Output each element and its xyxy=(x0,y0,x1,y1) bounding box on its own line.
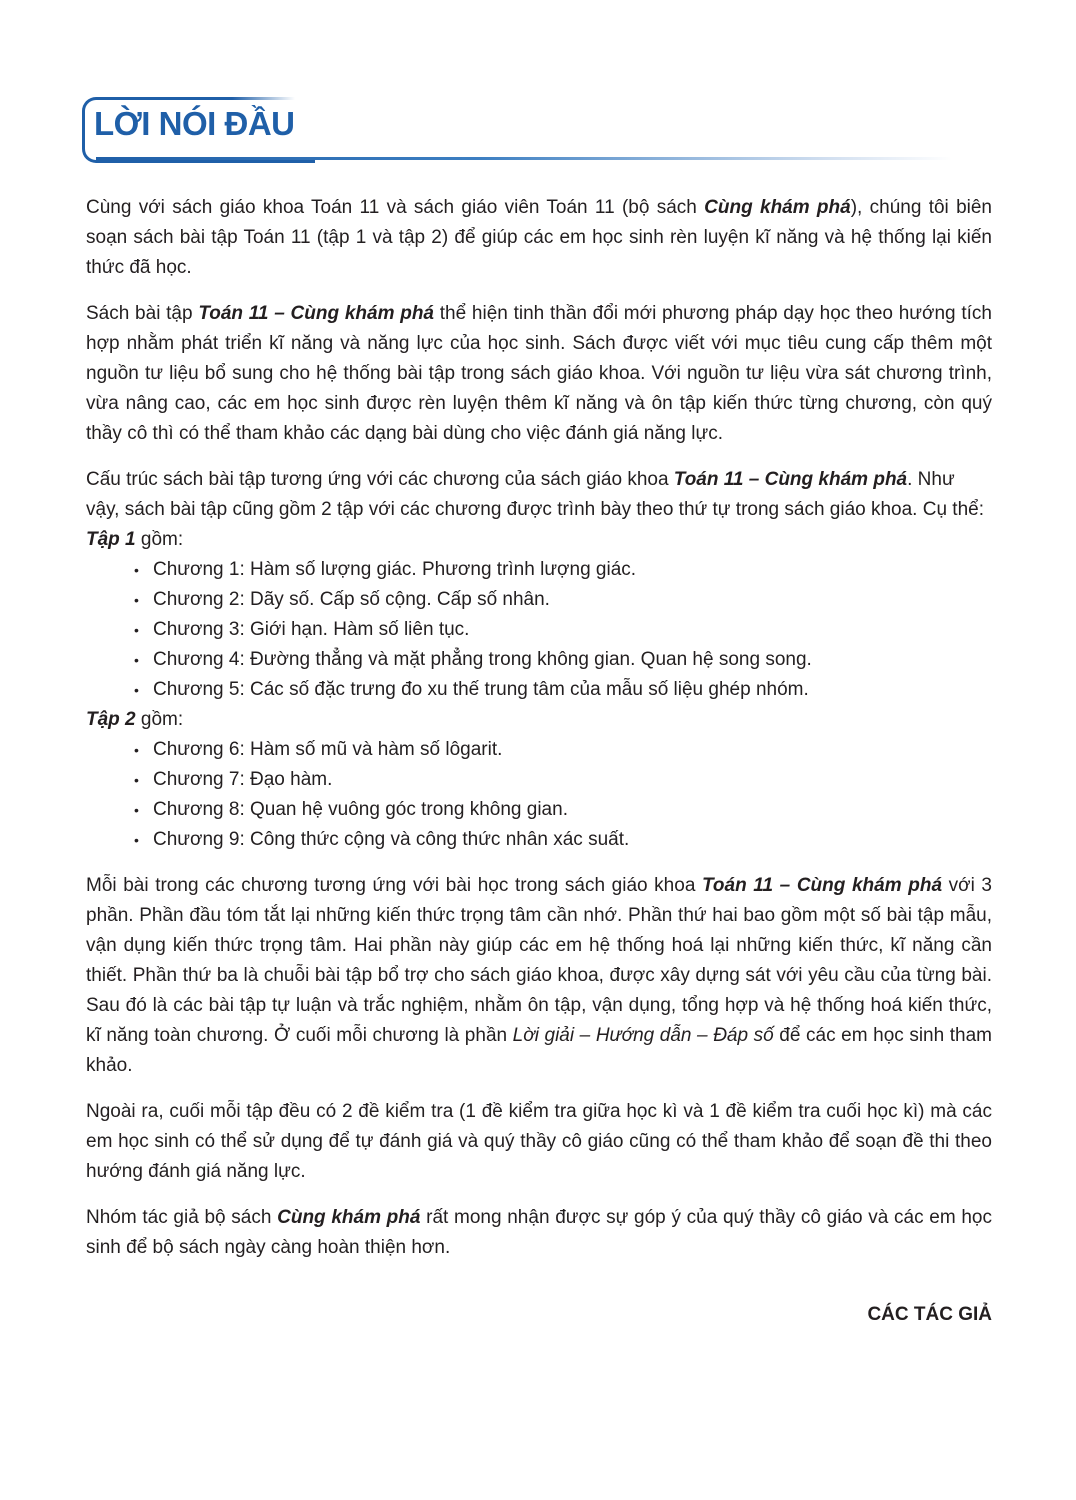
list-item: • Chương 6: Hàm số mũ và hàm số lôgarit. xyxy=(130,735,992,765)
series-name: Cùng khám phá xyxy=(704,197,851,218)
book-title: Toán 11 – Cùng khám phá xyxy=(198,303,434,324)
page-heading xyxy=(82,97,952,161)
bullet-icon: • xyxy=(134,562,139,578)
list-item: • Chương 7: Đạo hàm. xyxy=(130,765,992,795)
signature: CÁC TÁC GIẢ xyxy=(867,1304,992,1325)
book-title: Toán 11 – Cùng khám phá xyxy=(673,469,908,490)
bullet-icon: • xyxy=(134,742,139,758)
bullet-icon: • xyxy=(134,682,139,698)
list-item: • Chương 5: Các số đặc trưng đo xu thế trung tâm của mẫu số liệu ghép nhóm. xyxy=(130,675,992,705)
paragraph-tests: Ngoài ra, cuối mỗi tập đều có 2 đề kiểm tra (1 đề kiểm tra giữa học kì và 1 đề kiểm tra cuối học kì) mà các em học sinh có thể sử dụng để tự đánh giá và quý thầy cô giáo cũng có thể tham khảo để soạn đề thi theo hướng đánh giá năng lực. xyxy=(86,1101,992,1182)
paragraph-purpose: Sách bài tập Toán 11 – Cùng khám phá thể hiện tinh thần đổi mới phương pháp dạy học theo hướng tích hợp nhằm phát triển kĩ năng và năng lực của học sinh. Sách được viết với mục tiêu cung cấp thêm một nguồn tư liệu bổ sung cho hệ thống bài tập trong sách giáo khoa. Với nguồn tư liệu vừa sát chương trình, vừa nâng cao, các em học sinh được rèn luyện thêm kĩ năng và ôn tập kiến thức từng chương, còn quý thầy cô thì có thể tham khảo các dạng bài dùng cho việc đánh giá năng lực. xyxy=(86,303,992,444)
list-item: • Chương 2: Dãy số. Cấp số cộng. Cấp số nhân. xyxy=(130,585,992,615)
bullet-icon: • xyxy=(134,832,139,848)
bullet-icon: • xyxy=(134,802,139,818)
volume-2-chapter-list xyxy=(86,735,992,855)
paragraph-lesson-structure: Mỗi bài trong các chương tương ứng với bài học trong sách giáo khoa Toán 11 – Cùng khám phá với 3 phần. Phần đầu tóm tắt lại những kiến thức trọng tâm cần nhớ. Phần thứ hai bao gồm một số bài tập mẫu, vận dụng kiến thức trọng tâm. Hai phần này giúp các em hệ thống hoá lại những kiến thức, kĩ năng cần thiết. Phần thứ ba là chuỗi bài tập bổ trợ cho sách giáo khoa, được xây dựng sát với yêu cầu của từng bài. Sau đó là các bài tập tự luận và trắc nghiệm, nhằm ôn tập, vận dụng, tổng hợp và hệ thống hoá kiến thức, kĩ năng toàn chương. Ở cuối mỗi chương là phần Lời giải – Hướng dẫn – Đáp số để các em học sinh tham khảo. xyxy=(86,875,993,1076)
book-title: Toán 11 – Cùng khám phá xyxy=(702,875,943,896)
list-item: • Chương 1: Hàm số lượng giác. Phương trình lượng giác. xyxy=(130,555,992,585)
page-title: LỜI NÓI ĐẦU xyxy=(94,105,295,142)
paragraph-closing: Nhóm tác giả bộ sách Cùng khám phá rất mong nhận được sự góp ý của quý thầy cô giáo và các em học sinh để bộ sách ngày càng hoàn thiện hơn. xyxy=(86,1207,993,1258)
preface-body xyxy=(86,193,992,1279)
bullet-icon: • xyxy=(134,772,139,788)
section-name: Lời giải – Hướng dẫn – Đáp số xyxy=(512,1025,774,1046)
list-item: • Chương 4: Đường thẳng và mặt phẳng trong không gian. Quan hệ song song. xyxy=(130,645,992,675)
paragraph-intro: Cùng với sách giáo khoa Toán 11 và sách giáo viên Toán 11 (bộ sách Cùng khám phá), chúng tôi biên soạn sách bài tập Toán 11 (tập 1 và tập 2) để giúp các em học sinh rèn luyện kĩ năng và hệ thống lại kiến thức đã học. xyxy=(86,197,992,278)
paragraph-structure: Cấu trúc sách bài tập tương ứng với các chương của sách giáo khoa Toán 11 – Cùng khám phá. Như vậy, sách bài tập cũng gồm 2 tập với các chương được trình bày theo thứ tự trong sách giáo khoa. Cụ thể: xyxy=(86,469,985,520)
heading-underline xyxy=(96,157,952,160)
bullet-icon: • xyxy=(134,652,139,668)
list-item: • Chương 3: Giới hạn. Hàm số liên tục. xyxy=(130,615,992,645)
volume-1-label: Tập 1 gồm: xyxy=(86,529,184,550)
volume-2-label: Tập 2 gồm: xyxy=(86,709,184,730)
list-item: • Chương 9: Công thức cộng và công thức nhân xác suất. xyxy=(130,825,992,855)
list-item: • Chương 8: Quan hệ vuông góc trong không gian. xyxy=(130,795,992,825)
volume-1-chapter-list xyxy=(86,555,992,705)
bullet-icon: • xyxy=(134,592,139,608)
series-name: Cùng khám phá xyxy=(277,1207,421,1228)
bullet-icon: • xyxy=(134,622,139,638)
